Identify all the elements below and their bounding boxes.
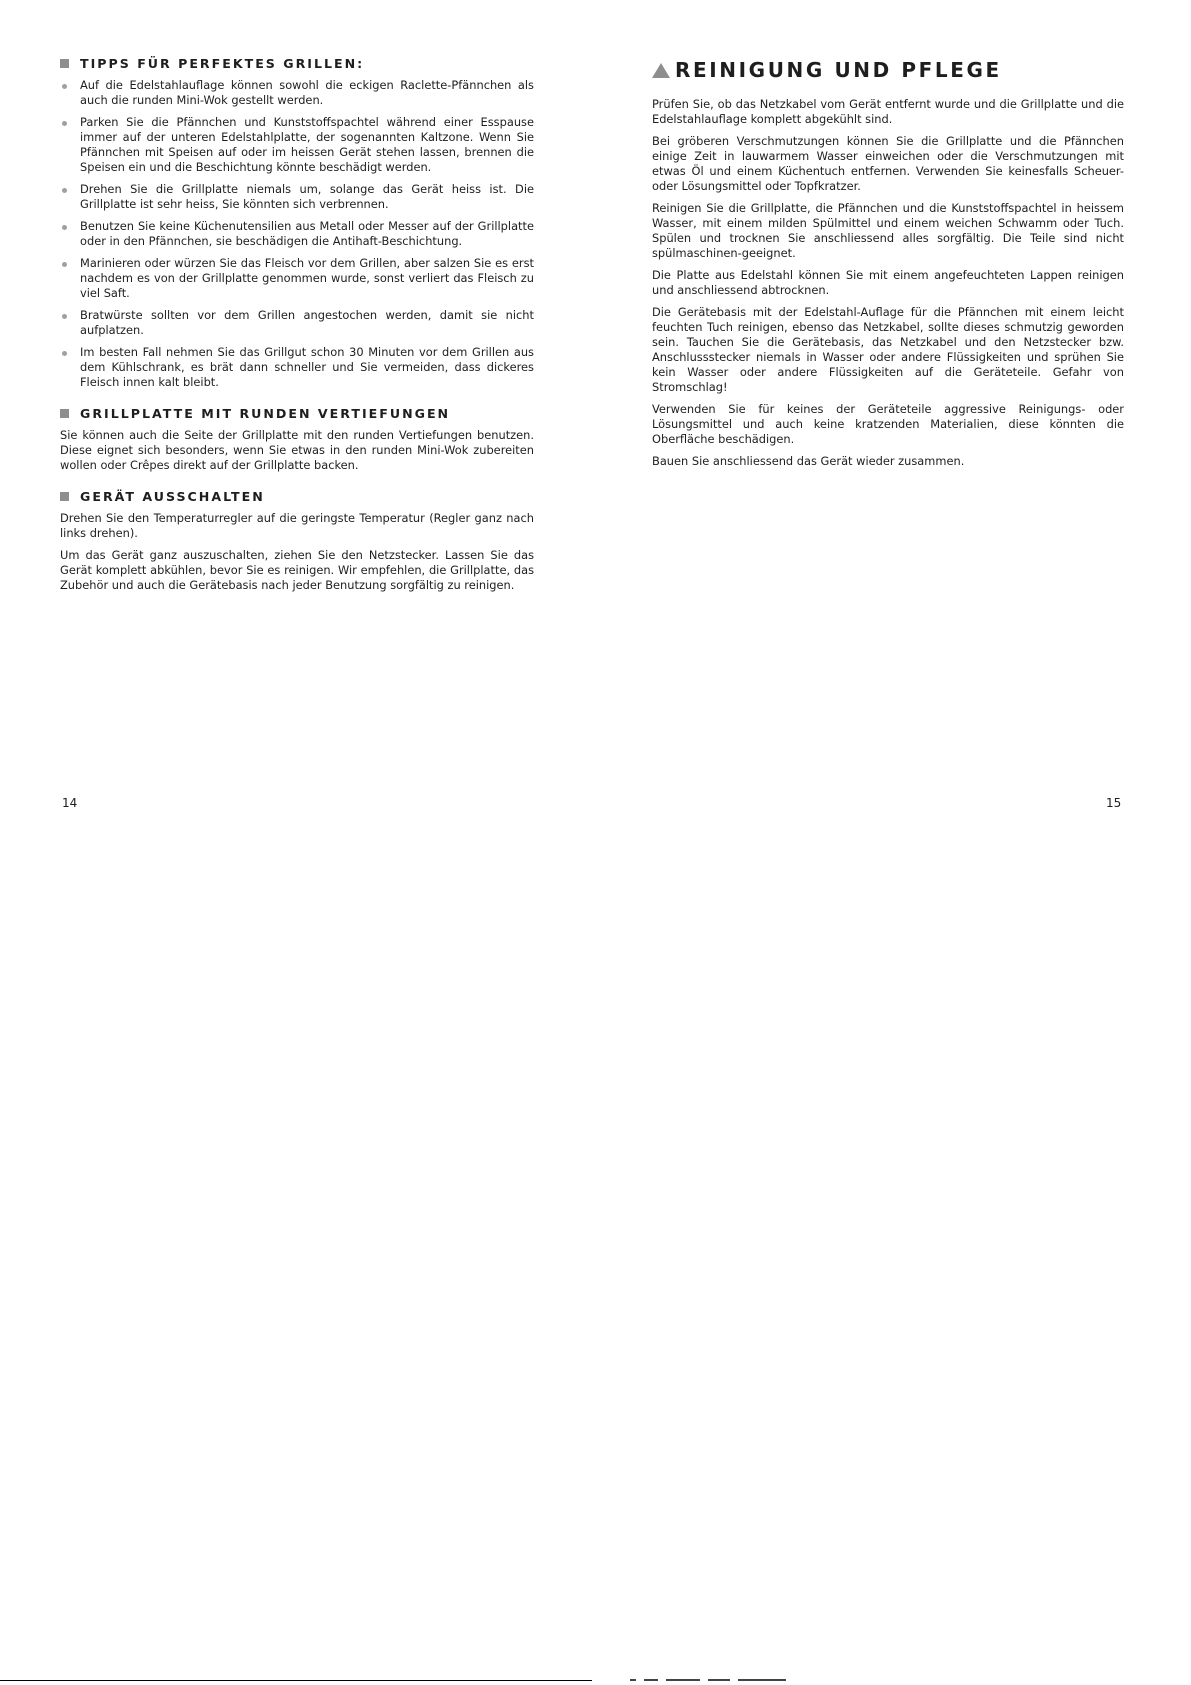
tips-section — [60, 56, 534, 390]
cleaning-paragraph: Bauen Sie anschliessend das Gerät wieder zusammen. — [652, 454, 965, 468]
cleaning-paragraph: Die Platte aus Edelstahl können Sie mit einem angefeuchteten Lappen reinigen und anschliessend abtrocknen. — [652, 268, 1124, 297]
list-item: Im besten Fall nehmen Sie das Grillgut schon 30 Minuten vor dem Grillen aus dem Kühlschrank, es brät dann schneller und Sie vermeiden, dass dickeres Fleisch innen kalt bleibt. — [60, 345, 534, 390]
cleaning-paragraph: Verwenden Sie für keines der Geräteteile aggressive Reinigungs- oder Lösungsmittel und auch keine kratzenden Materialien, diese könnten die Oberfläche beschädigen. — [652, 402, 1124, 446]
grillplate-heading-text: GRILLPLATTE MIT RUNDEN VERTIEFUNGEN — [80, 406, 451, 421]
crop-mark — [644, 1679, 658, 1681]
tips-list — [60, 78, 534, 390]
square-bullet-icon — [60, 59, 69, 68]
grillplate-paragraph: Sie können auch die Seite der Grillplatte mit den runden Vertiefungen benutzen. Diese eignet sich besonders, wenn Sie etwas in den runden Mini-Wok zubereiten wollen oder Crêpes direkt auf der Grillplatte backen. — [60, 428, 534, 472]
bottom-rule — [0, 1680, 592, 1681]
list-item: Auf die Edelstahlauflage können sowohl die eckigen Raclette-Pfännchen als auch die runden Mini-Wok gestellt werden. — [60, 78, 534, 108]
square-bullet-icon — [60, 409, 69, 418]
page-number-left: 14 — [62, 796, 78, 810]
triangle-icon — [652, 63, 670, 78]
list-item: Drehen Sie die Grillplatte niemals um, solange das Gerät heiss ist. Die Grillplatte ist sehr heiss, Sie könnten sich verbrennen. — [60, 182, 534, 212]
bullet-dot-icon — [62, 314, 67, 319]
cleaning-paragraph: Prüfen Sie, ob das Netzkabel vom Gerät entfernt wurde und die Grillplatte und die Edelstahlauflage komplett abgekühlt sind. — [652, 97, 1124, 126]
page-number-right: 15 — [1106, 796, 1122, 810]
cleaning-heading-text: REINIGUNG UND PFLEGE — [675, 58, 1002, 82]
bullet-dot-icon — [62, 121, 67, 126]
crop-mark — [708, 1679, 730, 1681]
list-item: Marinieren oder würzen Sie das Fleisch vor dem Grillen, aber salzen Sie es erst nachdem es von der Grillplatte genommen wurde, sonst verliert das Fleisch zu viel Saft. — [60, 256, 534, 301]
square-bullet-icon — [60, 492, 69, 501]
list-item: Benutzen Sie keine Küchenutensilien aus Metall oder Messer auf der Grillplatte oder in den Pfännchen, sie beschädigen die Antihaft-Beschichtung. — [60, 219, 534, 249]
grillplate-section — [60, 406, 534, 473]
list-item: Parken Sie die Pfännchen und Kunststoffspachtel während einer Esspause immer auf der unteren Edelstahlplatte, der sogenannten Kaltzone. Wenn Sie Pfännchen mit Speisen auf oder im heissen Gerät stehen lassen, brennen die Speisen ein und die Beschichtung könnte beschädigt werden. — [60, 115, 534, 175]
crop-mark — [666, 1679, 700, 1681]
crop-mark — [738, 1679, 786, 1681]
grillplate-heading — [60, 406, 534, 421]
switch-off-paragraph: Um das Gerät ganz auszuschalten, ziehen Sie den Netzstecker. Lassen Sie das Gerät komplett abkühlen, bevor Sie es reinigen. Wir empfehlen, die Grillplatte, das Zubehör und auch die Gerätebasis nach jeder Benutzung sorgfältig zu reinigen. — [60, 548, 534, 592]
left-column — [60, 56, 534, 609]
right-column — [652, 56, 1124, 476]
switch-off-paragraph: Drehen Sie den Temperaturregler auf die geringste Temperatur (Regler ganz nach links drehen). — [60, 511, 534, 540]
switch-off-heading-text: GERÄT AUSSCHALTEN — [80, 489, 265, 504]
bullet-dot-icon — [62, 84, 67, 89]
bullet-dot-icon — [62, 188, 67, 193]
bullet-dot-icon — [62, 225, 67, 230]
crop-mark — [630, 1679, 636, 1681]
tips-heading — [60, 56, 534, 71]
switch-off-heading — [60, 489, 534, 504]
bullet-dot-icon — [62, 351, 67, 356]
cleaning-paragraph: Reinigen Sie die Grillplatte, die Pfännchen und die Kunststoffspachtel in heissem Wasser, mit einem milden Spülmittel und einem weichen Schwamm oder Tuch. Spülen und trocknen Sie anschliessend alles sorgfältig. Die Teile sind nicht spülmaschinen-geeignet. — [652, 201, 1124, 260]
bottom-crop-marks — [630, 1679, 786, 1681]
switch-off-section — [60, 489, 534, 593]
cleaning-paragraph: Die Gerätebasis mit der Edelstahl-Auflage für die Pfännchen mit einem leicht feuchten Tuch reinigen, ebenso das Netzkabel, sollte dieses schmutzig geworden sein. Tauchen Sie die Gerätebasis, das Netzkabel und den Netzstecker bzw. Anschlussstecker niemals in Wasser oder andere Flüssigkeiten und sprühen Sie kein Wasser oder andere Flüssigkeiten auf die Geräteteile. Gefahr von Stromschlag! — [652, 305, 1124, 394]
cleaning-paragraph: Bei gröberen Verschmutzungen können Sie die Grillplatte und die Pfännchen einige Zeit in lauwarmem Wasser einweichen oder die Verschmutzungen mit etwas Öl und einem Küchentuch entfernen. Verwenden Sie keinesfalls Scheuer- oder Lösungsmittel oder Topfkratzer. — [652, 134, 1124, 193]
bullet-dot-icon — [62, 262, 67, 267]
tips-heading-text: TIPPS FÜR PERFEKTES GRILLEN: — [80, 56, 365, 71]
list-item: Bratwürste sollten vor dem Grillen angestochen werden, damit sie nicht aufplatzen. — [60, 308, 534, 338]
cleaning-heading — [652, 58, 1124, 82]
